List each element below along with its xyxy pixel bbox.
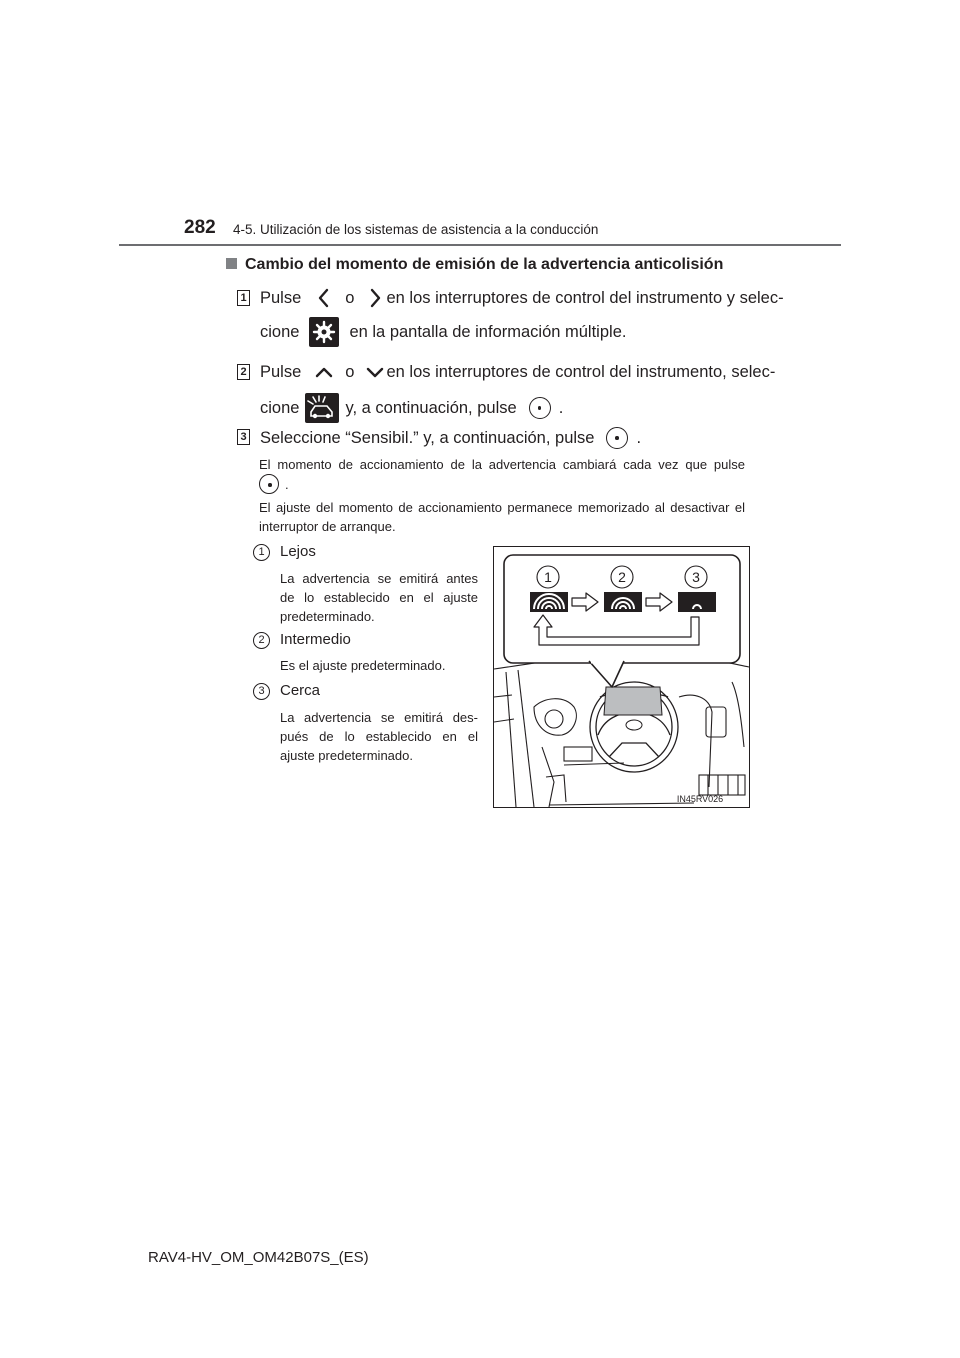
enter-button-icon (529, 397, 551, 419)
sensitivity-mid-icon (604, 592, 642, 612)
option-number-2: 2 (253, 632, 270, 649)
settings-gear-icon (309, 317, 339, 347)
enter-button-icon (259, 474, 279, 494)
dashboard-illustration (493, 546, 750, 808)
note-1-line-1: El momento de accionamiento de la advertencia cambiará cada vez que pulse (259, 457, 745, 472)
option-desc-cerca: La advertencia se emitirá des- pués de lo establecido en el ajuste predeterminado. (280, 710, 478, 763)
illus-callout-3: 3 (692, 569, 700, 585)
step-number-2: 2 (237, 364, 250, 380)
chevron-right-icon (364, 287, 386, 309)
dashboard-drawing (494, 547, 749, 807)
option-number-1: 1 (253, 544, 270, 561)
option-title-cerca: Cerca (280, 682, 321, 699)
page-number: 282 (184, 217, 216, 238)
step-number-3: 3 (237, 429, 250, 445)
step-3-line-1: Seleccione “Sensibil.” y, a continuación, pulse . (260, 427, 641, 449)
option-number-3: 3 (253, 683, 270, 700)
step-1-line-2: cione en la pantalla de información múltiple. (260, 317, 626, 347)
option-desc-lejos: La advertencia se emitirá antes de lo establecido en el ajuste predeterminado. (280, 571, 478, 624)
option-title-lejos: Lejos (280, 543, 316, 560)
enter-button-icon (606, 427, 628, 449)
note-1-line-2: . (259, 474, 289, 494)
step-2-line-1: Pulse o en los interruptores de control del instrumento, selec- (260, 361, 744, 383)
note-2: El ajuste del momento de accionamiento permanece memorizado al desactivar el interruptor de arranque. (259, 500, 745, 534)
step-2-line-2: cione y, a continuación, pulse . (260, 393, 563, 423)
chevron-left-icon (313, 287, 335, 309)
document-code: RAV4-HV_OM_OM42B07S_(ES) (148, 1249, 369, 1266)
sensitivity-far-icon (530, 592, 568, 612)
pcs-car-icon (305, 393, 339, 423)
sensitivity-near-icon (678, 592, 716, 612)
section-title: 4-5. Utilización de los sistemas de asistencia a la conducción (233, 222, 599, 237)
illus-callout-1: 1 (544, 569, 552, 585)
illustration-code: IN45RV026 (676, 794, 724, 804)
option-desc-intermedio: Es el ajuste predeterminado. (280, 658, 446, 673)
option-title-intermedio: Intermedio (280, 631, 351, 648)
chevron-up-icon (313, 361, 335, 383)
chevron-down-icon (364, 361, 386, 383)
illus-callout-2: 2 (618, 569, 626, 585)
square-bullet-icon (226, 258, 237, 269)
step-number-1: 1 (237, 290, 250, 306)
subsection-heading: Cambio del momento de emisión de la advertencia anticolisión (226, 256, 723, 274)
step-1-line-1: Pulse o en los interruptores de control del instrumento y selec- (260, 287, 744, 309)
header-rule (119, 244, 841, 246)
